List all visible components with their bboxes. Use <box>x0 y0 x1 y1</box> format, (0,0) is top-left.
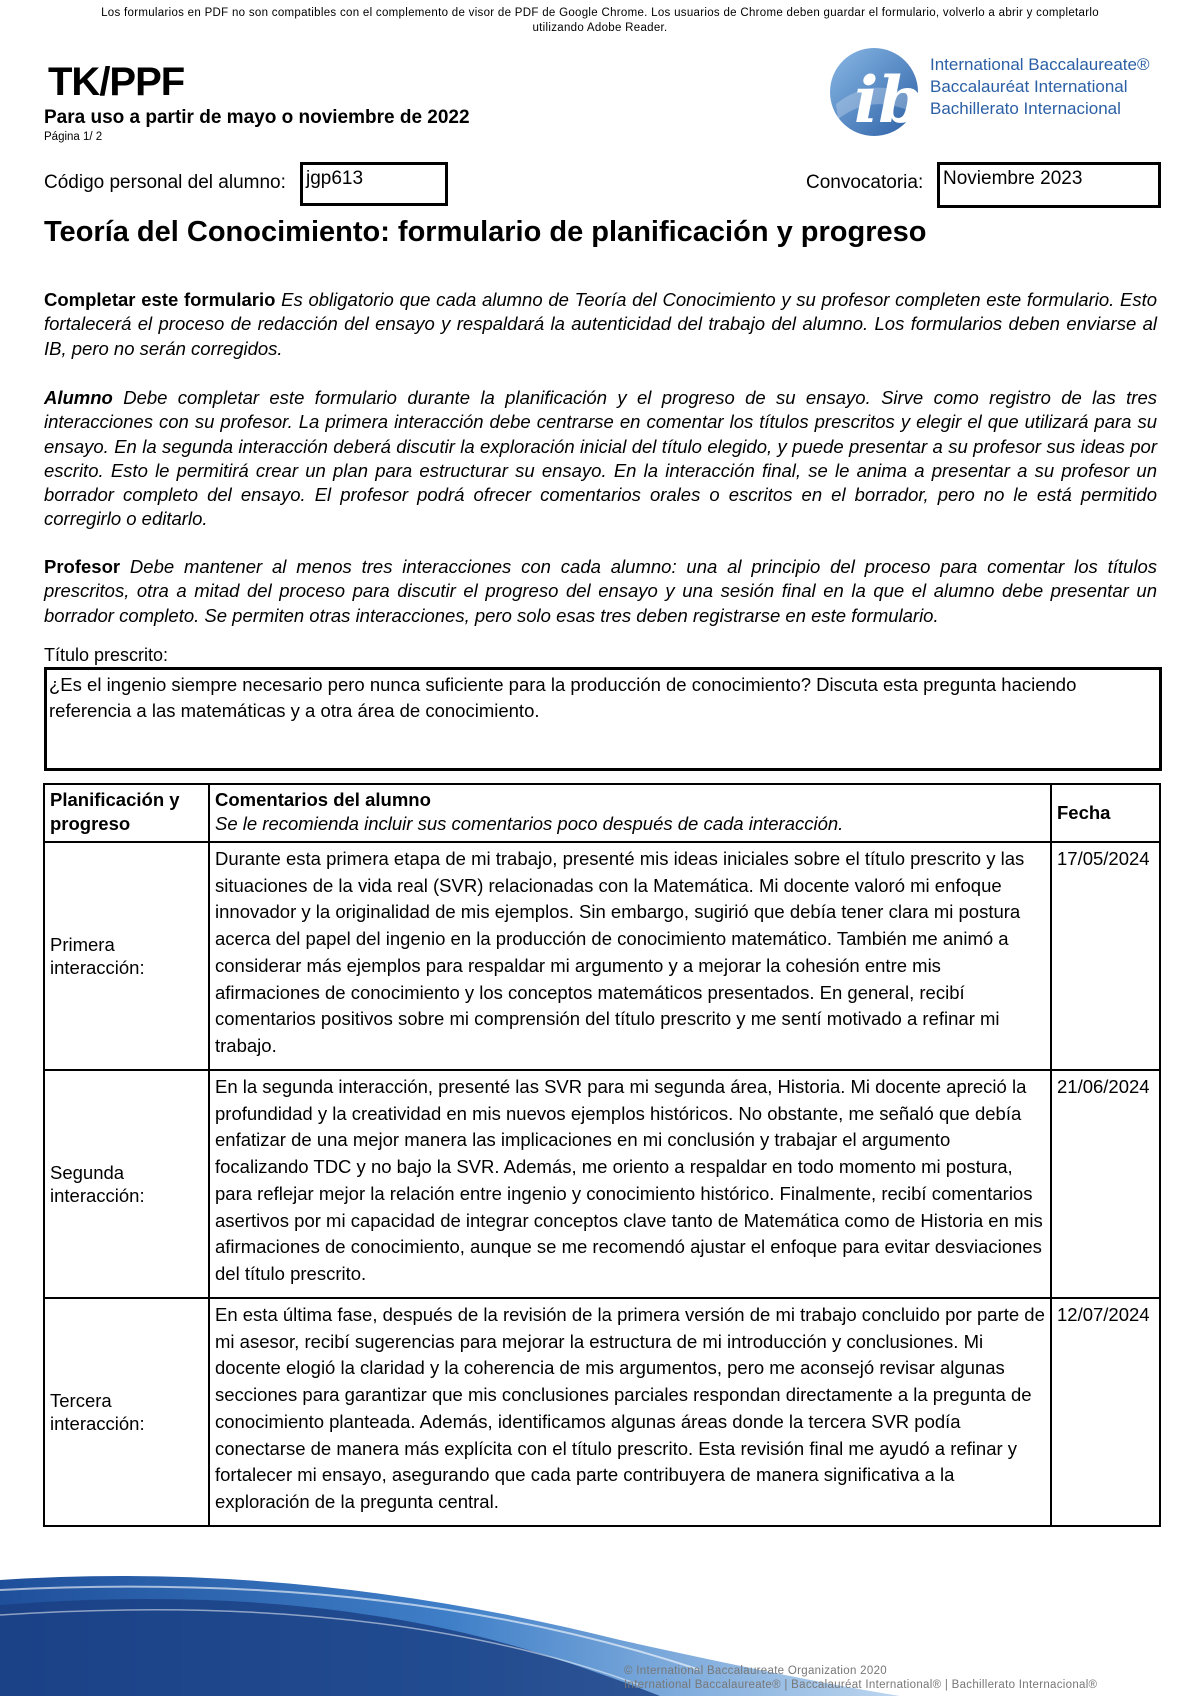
section-complete-heading: Completar este formulario <box>44 289 276 310</box>
progress-table <box>43 783 1161 1527</box>
comment-field[interactable]: En esta última fase, después de la revisión de la primera versión de mi trabajo concluido por parte de mi asesor, recibí sugerencias para mejorar la estructura de mi introducción y conclusiones. Mi docente elogió la claridad y la coherencia de mis argumentos, pero me aconsejó revisar algunas secciones para garantizar que mis conclusiones parciales respondan directamente a la pregunta de conocimiento planteada. Además, identificamos algunas áreas donde la tercera SVR podía conectarse de manera más explícita con el título prescrito. Esta revisión final me ayudó a refinar y fortalecer mi ensayo, asegurando que cada parte contribuyera de manera significativa a la exploración de la pregunta central. <box>209 1298 1051 1526</box>
table-row <box>44 842 1160 1070</box>
table-row <box>44 1070 1160 1298</box>
date-field[interactable]: 17/05/2024 <box>1051 842 1160 1070</box>
section-student-heading: Alumno <box>44 387 113 408</box>
header-comments-title: Comentarios del alumno <box>215 789 431 810</box>
logo-mark: ib <box>854 63 924 138</box>
comment-field[interactable]: Durante esta primera etapa de mi trabajo, presenté mis ideas iniciales sobre el título prescrito y las situaciones de la vida real (SVR) relacionadas con la Matemática. Mi docente valoró mi enfoque innovador y la originalidad de mis ejemplos. Sin embargo, sugirió que debía tener clara mi postura acerca del papel del ingenio en la producción de conocimiento matemático. También me animó a considerar más ejemplos para respaldar mi argumento y a mejorar la cohesión entre mis afirmaciones de conocimiento y los conceptos matemáticos presentados. En general, recibí comentarios positivos sobre mi comprensión del título prescrito y me sentí motivado a refinar mi trabajo. <box>209 842 1051 1070</box>
section-student-text: Debe completar este formulario durante la planificación y el progreso de su ensayo. Sirve como registro de las tres interacciones con su profesor. La primera interacción debe centrarse en comentar los títulos prescritos y elegir el que utilizará para su ensayo. En la segunda interacción deberá discutir la exploración inicial del título elegido, y puede presentar a su profesor sus ideas por escrito. Esto le permitirá crear un plan para estructurar su ensayo. En la interacción final, se le anima a presentar a su profesor un borrador completo del ensayo. El profesor podrá ofrecer comentarios orales o escritos en el borrador, pero no le está permitido corregirlo o editarlo. <box>44 387 1157 530</box>
session-label: Convocatoria: <box>806 172 924 193</box>
section-student <box>44 386 1157 532</box>
interaction-label: Segunda interacción: <box>44 1070 209 1298</box>
session-field[interactable]: Noviembre 2023 <box>937 162 1161 208</box>
header-comments <box>209 784 1051 842</box>
header-date: Fecha <box>1051 784 1160 842</box>
interaction-label: Primera interacción: <box>44 842 209 1070</box>
student-code-label: Código personal del alumno: <box>44 172 286 193</box>
form-code: TK/PPF <box>48 60 185 104</box>
table-header-row <box>44 784 1160 842</box>
student-code-field[interactable]: jgp613 <box>300 162 448 206</box>
date-field[interactable]: 21/06/2024 <box>1051 1070 1160 1298</box>
interaction-label: Tercera interacción: <box>44 1298 209 1526</box>
footer-copyright: © International Baccalaureate Organization 2020 <box>624 1665 887 1677</box>
footer <box>624 1664 1097 1692</box>
usage-note: Para uso a partir de mayo o noviembre de 2022 <box>44 107 470 128</box>
header-comments-sub: Se le recomienda incluir sus comentarios poco después de cada interacción. <box>215 813 844 834</box>
footer-trademarks: International Baccalaureate® | Baccalauréat International® | Bachillerato Internacional® <box>624 1679 1098 1691</box>
date-field[interactable]: 12/07/2024 <box>1051 1298 1160 1526</box>
logo-wordmark <box>930 54 1150 120</box>
page-title: Teoría del Conocimiento: formulario de planificación y progreso <box>44 216 927 248</box>
comment-field[interactable]: En la segunda interacción, presenté las SVR para mi segunda área, Historia. Mi docente apreció la profundidad y la creatividad en mis nuevos ejemplos históricos. No obstante, me señaló que debía enfatizar de una mejor manera las implicaciones en mi conclusión y trabajar el argumento focalizando TDC y no bajo la SVR. Además, me oriento a respaldar en todo momento mi postura, para reflejar mejor la relación entre ingenio y conocimiento histórico. Finalmente, recibí comentarios asertivos por mi capacidad de integrar conceptos clave tanto de Matemática como de Historia en mis afirmaciones de conocimiento, aunque se me recomendó ajustar el enfoque para evitar desviaciones del título prescrito. <box>209 1070 1051 1298</box>
section-complete-text: Es obligatorio que cada alumno de Teoría del Conocimiento y su profesor completen este formulario. Esto fortalecerá el proceso de redacción del ensayo y respaldará la autenticidad del trabajo del alumno. Los formularios deben enviarse al IB, pero no serán corregidos. <box>44 289 1157 359</box>
section-complete <box>44 288 1157 361</box>
section-teacher-heading: Profesor <box>44 556 121 577</box>
prescribed-title-field[interactable]: ¿Es el ingenio siempre necesario pero nunca suficiente para la producción de conocimiento? Discuta esta pregunta haciendo referencia a las matemáticas y a otra área de conocimiento. <box>44 667 1162 771</box>
ib-logo <box>826 44 1156 140</box>
section-teacher <box>44 555 1157 628</box>
pdf-compatibility-notice: Los formularios en PDF no son compatibles con el complemento de visor de PDF de Google Chrome. Los usuarios de Chrome deben guardar el formulario, volverlo a abrir y completarlo utilizando Adobe Reader. <box>101 7 1099 34</box>
table-row <box>44 1298 1160 1526</box>
logo-line-fr: Baccalauréat International <box>930 77 1128 96</box>
header-planning: Planificación y progreso <box>44 784 209 842</box>
logo-line-en: International Baccalaureate® <box>930 55 1150 74</box>
ib-globe-icon <box>826 44 926 140</box>
prescribed-title-label: Título prescrito: <box>44 645 169 665</box>
page-number: Página 1/ 2 <box>44 131 103 143</box>
logo-line-es: Bachillerato Internacional <box>930 99 1121 118</box>
section-teacher-text: Debe mantener al menos tres interacciones con cada alumno: una al principio del proceso para comentar los títulos prescritos, otra a mitad del proceso para discutir el progreso del ensayo y una sesión final en la que el alumno debe presentar un borrador completo. Se permiten otras interacciones, pero solo esas tres deben registrarse en este formulario. <box>44 556 1157 626</box>
